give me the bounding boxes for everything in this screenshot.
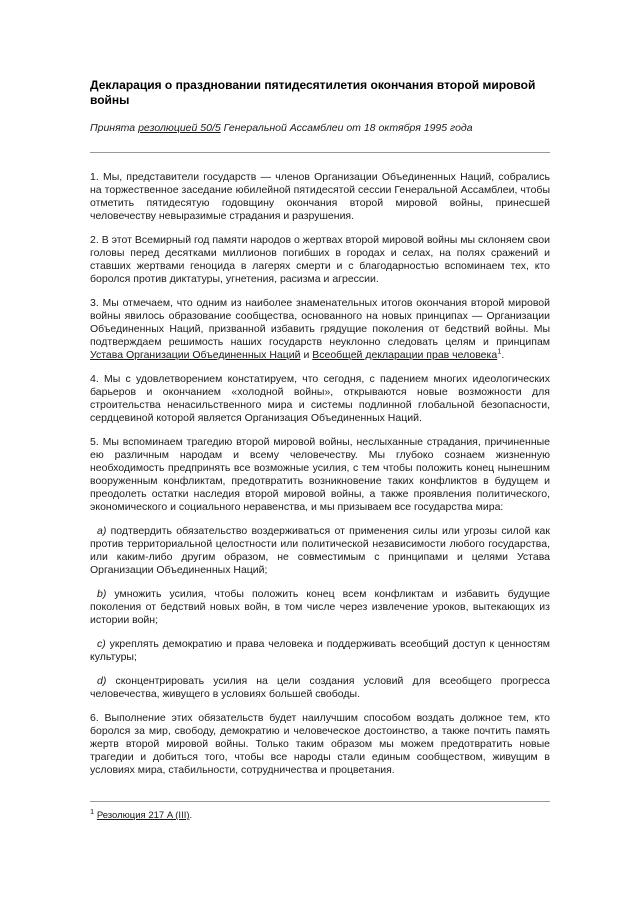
list-item-a (90, 525, 550, 577)
footnote (90, 806, 550, 822)
list-item-d-text: сконцентрировать усилия на цели создания условий для всеобщего прогресса человечества, живущего в условиях большей свободы. (90, 675, 551, 700)
udhr-link[interactable]: Всеобщей декларации прав человека (312, 349, 498, 361)
paragraph-6: 6. Выполнение этих обязательств будет наилучшим способом воздать должное тем, кто боролся за мир, свободу, демократию и человеческое достоинство, а также почтить память жертв второй мировой войны. Только таким образом мы можем предотвратить новые трагедии и добиться того, чтобы все народы стали единым сообществом, живущим в условиях мира, стабильности, сотрудничества и процветания. (90, 712, 550, 776)
list-item-a-text: подтвердить обязательство воздерживаться от применения силы или угрозы силой как против территориальной целостности или политической независимости любого государства, или каким-либо другим образом, не совместимым с принципами и целями Устава Организации Объединенных Наций; (90, 525, 550, 576)
list-item-b-text: умножить усилия, чтобы положить конец всем конфликтам и избавить будущие поколения от бедствий новых войн, в том числе через извлечение уроков, вытекающих из истории войн; (90, 588, 550, 626)
paragraph-3-end: . (501, 349, 505, 361)
list-item-c (90, 638, 550, 664)
page-title: Декларация о праздновании пятидесятилетия окончания второй мировой войны (90, 78, 536, 107)
paragraph-3-lead: 3. Мы отмечаем, что одним из наиболее знаменательных итогов окончания второй мировой войны явилось образование сообщества, основанного на новых принципах — Организации Объединенных Наций, призванной избавить грядущие поколения от бедствий войны. Мы подтверждаем решимость наших государств неуклонно следовать целям и принципам (90, 297, 550, 348)
adoption-prefix: Принята (90, 122, 136, 134)
list-item-c-letter: c) (97, 638, 106, 650)
list-item-d (90, 675, 550, 701)
un-charter-link[interactable]: Устава Организации Объединенных Наций (90, 349, 301, 361)
paragraph-1: 1. Мы, представители государств — членов Организации Объединенных Наций, собрались на торжественное заседание юбилейной пятидесятой сессии Генеральной Ассамблеи, чтобы отметить пятидесятую годовщину окончания второй мировой войны, принесшей человечеству невыразимые страдания и разрушения. (90, 171, 550, 222)
footnote-separator-rule (90, 801, 550, 802)
resolution-link[interactable]: резолюцией 50/5 (138, 122, 221, 134)
list-item-c-text: укреплять демократию и права человека и поддерживать всеобщий доступ к ценностям культуры; (90, 638, 550, 663)
list-item-d-letter: d) (97, 675, 107, 687)
footnote-number: 1 (90, 806, 95, 816)
paragraph-4: 4. Мы с удовлетворением констатируем, что сегодня, с падением многих идеологических барьеров и окончанием «холодной войны», открываются новые возможности для строительства ненасильственного мира и системы подлинной глобальной безопасности, сердцевиной которой является Организация Объединенных Наций. (90, 373, 550, 424)
footnote-end: . (189, 810, 193, 821)
footnote-reference: 1 (497, 346, 502, 356)
adoption-line (90, 122, 550, 135)
paragraph-3 (90, 297, 550, 362)
paragraph-5: 5. Мы вспоминаем трагедию второй мировой войны, неслыханные страдания, причиненные ею различным народам и всему человечеству. Мы глубоко сознаем жизненную необходимость предпринять все возможные усилия, с тем чтобы положить конец нынешним вооруженным конфликтам, предотвратить возникновение таких конфликтов в будущем и преодолеть остатки наследия второй мировой войны, а также проявления политического, экономического и социального неравенства, и мы призываем все государства мира: (90, 436, 550, 513)
separator-rule (90, 152, 550, 153)
list-item-b (90, 588, 550, 627)
paragraph-2: 2. В этот Всемирный год памяти народов о жертвах второй мировой войны мы склоняем свои головы перед десятками миллионов погибших в городах и селах, на полях сражений и ставших жертвами геноцида в лагерях смерти и с благодарностью вспоминаем тех, кто боролся против диктатуры, угнетения, расизма и агрессии. (90, 234, 550, 285)
paragraph-3-mid: и (303, 349, 310, 361)
resolution-217-link[interactable]: Резолюция 217 A (III) (96, 810, 190, 821)
list-item-b-letter: b) (97, 588, 107, 600)
adoption-suffix: Генеральной Ассамблеи от 18 октября 1995 года (223, 122, 473, 134)
list-item-a-letter: a) (97, 525, 107, 537)
